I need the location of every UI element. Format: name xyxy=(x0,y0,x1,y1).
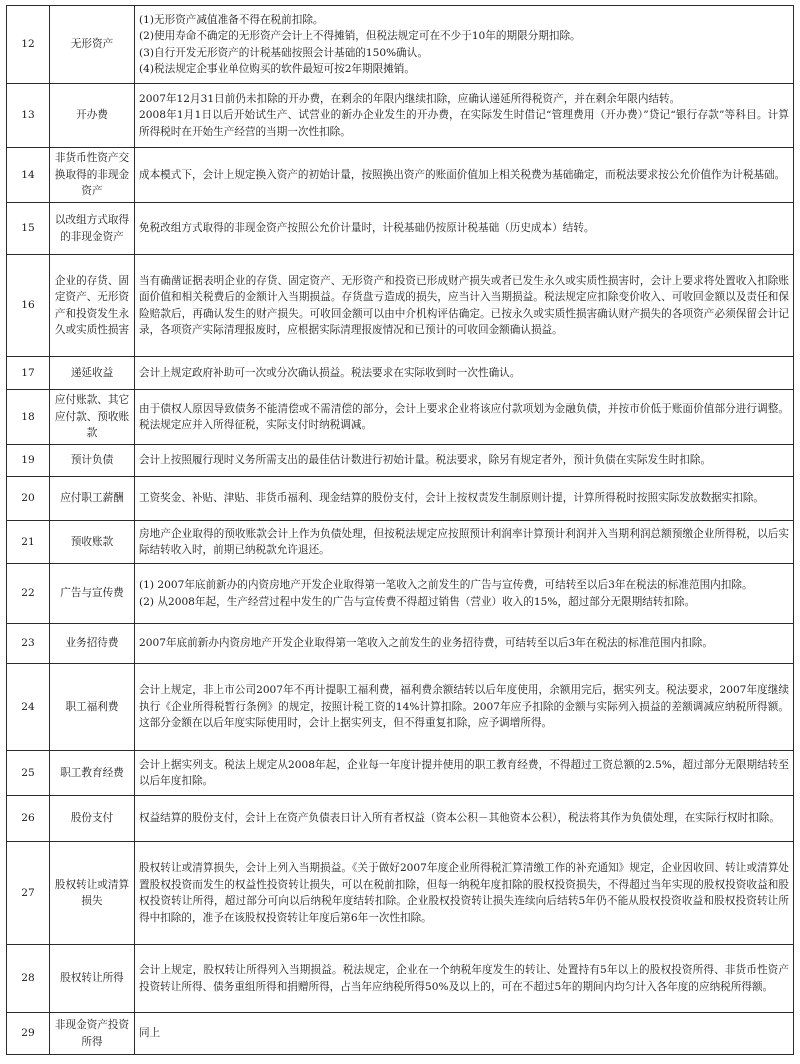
table-row xyxy=(7,664,794,751)
row-number: 28 xyxy=(7,945,50,1013)
description-line: 由于债权人原因导致债务不能清偿或不需清偿的部分，会计上要求企业将该应付款项划为金融负债，并按市价低于账面价值部分进行调整。税法规定应并入所得征税，实际支付时纳税调减。 xyxy=(139,402,789,431)
description-line: 房地产企业取得的预收账款会计上作为负债处理，但按税法规定应按照预计利润率计算预计利润并入当期利润总额预缴企业所得税，以后实际结转收入时，前期已纳税款允许退还。 xyxy=(139,527,789,556)
item-description xyxy=(135,624,794,664)
item-name: 递延收益 xyxy=(50,357,135,390)
item-name: 应付账款、其它应付款、预收账款 xyxy=(50,390,135,445)
item-name: 非货币性资产交换取得的非现金资产 xyxy=(50,148,135,203)
table-row xyxy=(7,84,794,148)
description-line: 2008年1月1日以后开始试生产、试营业的新办企业发生的开办费，在实际发生时借记“管理费用（开办费）”贷记“银行存款”等科目。计算所得税时在开始生产经营的当期一次性扣除。 xyxy=(139,109,789,138)
item-description xyxy=(135,1013,794,1055)
table-row xyxy=(7,521,794,564)
item-description xyxy=(135,477,794,521)
description-line: (4)税法规定企事业单位购买的软件最短可按2年期限摊销。 xyxy=(139,63,415,75)
row-number: 27 xyxy=(7,842,50,945)
table-row xyxy=(7,842,794,945)
table-row xyxy=(7,445,794,477)
table-row xyxy=(7,477,794,521)
row-number: 21 xyxy=(7,521,50,564)
description-line: 会计上规定，非上市公司2007年不再计提职工福利费，福利费余额结转以后年度使用，余额用完后，据实列支。税法要求，2007年度继续执行《企业所得税暂行条例》的规定，按照计税工资的14%计算扣除。2007年应予扣除的金额与实际列入损益的差额调减应纳税所得额。这部分金额在以后年度实际使用时，会计上据实列支，但不得重复扣除，应予调增所得。 xyxy=(139,684,789,730)
item-name: 以改组方式取得的非现金资产 xyxy=(50,203,135,255)
item-description xyxy=(135,751,794,796)
table-row xyxy=(7,564,794,624)
item-name: 非现金资产投资所得 xyxy=(50,1013,135,1055)
row-number: 24 xyxy=(7,664,50,751)
description-line: (2)使用寿命不确定的无形资产会计上不得摊销，但税法规定可在不少于10年的期限分期扣除。 xyxy=(139,30,581,42)
description-line: 成本模式下，会计上规定换入资产的初始计量，按照换出资产的账面价值加上相关税费为基础确定，而税法要求按公允价值作为计税基础。 xyxy=(139,168,786,181)
tax-accounting-difference-table xyxy=(6,5,794,1055)
row-number: 14 xyxy=(7,148,50,203)
item-description xyxy=(135,445,794,477)
description-line: 免税改组方式取得的非现金资产按照公允价计量时，计税基础仍按原计税基础（历史成本）结转。 xyxy=(139,222,595,235)
description-line: 同上 xyxy=(139,1027,161,1040)
item-description xyxy=(135,255,794,357)
item-name: 广告与宣传费 xyxy=(50,564,135,624)
item-name: 预收账款 xyxy=(50,521,135,564)
item-name: 职工教育经费 xyxy=(50,751,135,796)
table-row xyxy=(7,1013,794,1055)
table-row xyxy=(7,624,794,664)
row-number: 18 xyxy=(7,390,50,445)
description-line: 工资奖金、补贴、津贴、非货币福利、现金结算的股份支付，会计上按权责发生制原则计提，计算所得税时按照实际发放数据实扣除。 xyxy=(139,492,765,505)
item-name: 开办费 xyxy=(50,84,135,148)
description-line: 会计上据实列支。税法上规定从2008年起，企业每一年度计提并使用的职工教育经费，不得超过工资总额的2.5%，超过部分无限期结转至以后年度扣除。 xyxy=(139,758,789,787)
row-number: 20 xyxy=(7,477,50,521)
description-line: 当有确凿证据表明企业的存货、固定资产、无形资产和投资已形成财产损失或者已发生永久或实质性损害时，会计上要求将处置收入扣除账面价值和相关税费后的金额计入当期损益。存货盘亏造成的损失，应当计入当期损益。税法规定应扣除变价收入、可收回金额以及责任和保险赔款后，再确认发生的财产损失。可收回金额可以由中介机构评估确定。已按永久或实质性损害确认财产损失的各项资产必须保留会计记录，各项资产实际清理报废时，应根据实际清理报废情况和已预计的可收回金额确认损益。 xyxy=(139,274,789,336)
item-description xyxy=(135,945,794,1013)
item-name: 股份支付 xyxy=(50,796,135,842)
table-row xyxy=(7,357,794,390)
row-number: 25 xyxy=(7,751,50,796)
table-row xyxy=(7,945,794,1013)
table-row xyxy=(7,751,794,796)
description-line: 会计上规定政府补助可一次或分次确认损益。税法要求在实际收到时一次性确认。 xyxy=(139,366,521,379)
row-number: 12 xyxy=(7,6,50,84)
item-description xyxy=(135,796,794,842)
item-name: 应付职工薪酬 xyxy=(50,477,135,521)
description-line: (1)无形资产减值准备不得在税前扣除。 xyxy=(139,13,324,26)
item-description xyxy=(135,521,794,564)
description-line: 股权转让或清算损失，会计上列入当期损益。《关于做好2007年度企业所得税汇算清缴工作的补充通知》规定，企业因收回、转让或清算处置股权投资而发生的权益性投资转让损失，可以在税前扣除，但每一纳税年度扣除的股权投资损失，不得超过当年实现的股权投资收益和股权投资转让所得，超过部分可向以后纳税年度结转扣除。企业股权投资转让损失连续向后结转5年仍不能从股权投资收益和股权投资转让所得中扣除的，准予在该股权投资转让年度后第6年一次性扣除。 xyxy=(139,862,789,924)
description-line: 会计上规定，股权转让所得列入当期损益。税法规定，企业在一个纳税年度发生的转让、处置持有5年以上的股权投资所得、非货币性资产投资转让所得、债务重组所得和捐赠所得，占当年应纳税所得50%及以上的，可在不超过5年的期间内均匀计入各年度的应纳税所得额。 xyxy=(139,964,789,993)
table-row xyxy=(7,6,794,84)
item-name: 企业的存货、固定资产、无形资产和投资发生永久或实质性损害 xyxy=(50,255,135,357)
row-number: 19 xyxy=(7,445,50,477)
row-number: 13 xyxy=(7,84,50,148)
item-description xyxy=(135,148,794,203)
description-line: 2007年12月31日前仍未扣除的开办费，在剩余的年限内继续扣除，应确认递延所得税资产，并在剩余年限内结转。 xyxy=(139,92,681,105)
row-number: 23 xyxy=(7,624,50,664)
description-line: 会计上按照履行现时义务所需支出的最佳估计数进行初始计量。税法要求，除另有规定者外，预计负债在实际发生时扣除。 xyxy=(139,454,712,467)
item-name: 股权转让或清算损失 xyxy=(50,842,135,945)
description-line: 2007年底前新办内资房地产开发企业取得第一笔收入之前发生的业务招待费，可结转至以后3年在税法的标准范围内扣除。 xyxy=(139,637,713,650)
item-description xyxy=(135,6,794,84)
description-line: (2) 从2008年起，生产经营过程中发生的广告与宣传费不得超过销售（营业）收入的15%，超过部分无限期结转扣除。 xyxy=(139,595,696,608)
item-description xyxy=(135,357,794,390)
table-row xyxy=(7,203,794,255)
table-row xyxy=(7,255,794,357)
item-name: 职工福利费 xyxy=(50,664,135,751)
item-description xyxy=(135,84,794,148)
row-number: 22 xyxy=(7,564,50,624)
table-row xyxy=(7,390,794,445)
row-number: 16 xyxy=(7,255,50,357)
item-name: 股权转让所得 xyxy=(50,945,135,1013)
item-description xyxy=(135,564,794,624)
row-number: 15 xyxy=(7,203,50,255)
row-number: 26 xyxy=(7,796,50,842)
item-name: 业务招待费 xyxy=(50,624,135,664)
item-name: 预计负债 xyxy=(50,445,135,477)
item-description xyxy=(135,842,794,945)
item-name: 无形资产 xyxy=(50,6,135,84)
table-row xyxy=(7,148,794,203)
description-line: (1) 2007年底前新办的内资房地产开发企业取得第一笔收入之前发生的广告与宣传费，可结转至以后3年在税法的标准范围内扣除。 xyxy=(139,579,753,591)
item-description xyxy=(135,203,794,255)
row-number: 29 xyxy=(7,1013,50,1055)
description-line: (3)自行开发无形资产的计税基础按照会计基础的150%确认。 xyxy=(139,46,428,59)
item-description xyxy=(135,664,794,751)
row-number: 17 xyxy=(7,357,50,390)
description-line: 权益结算的股份支付，会计上在资产负债表日计入所有者权益（资本公积－其他资本公积），税法将其作为负债处理，在实际行权时扣除。 xyxy=(139,812,780,825)
item-description xyxy=(135,390,794,445)
table-row xyxy=(7,796,794,842)
